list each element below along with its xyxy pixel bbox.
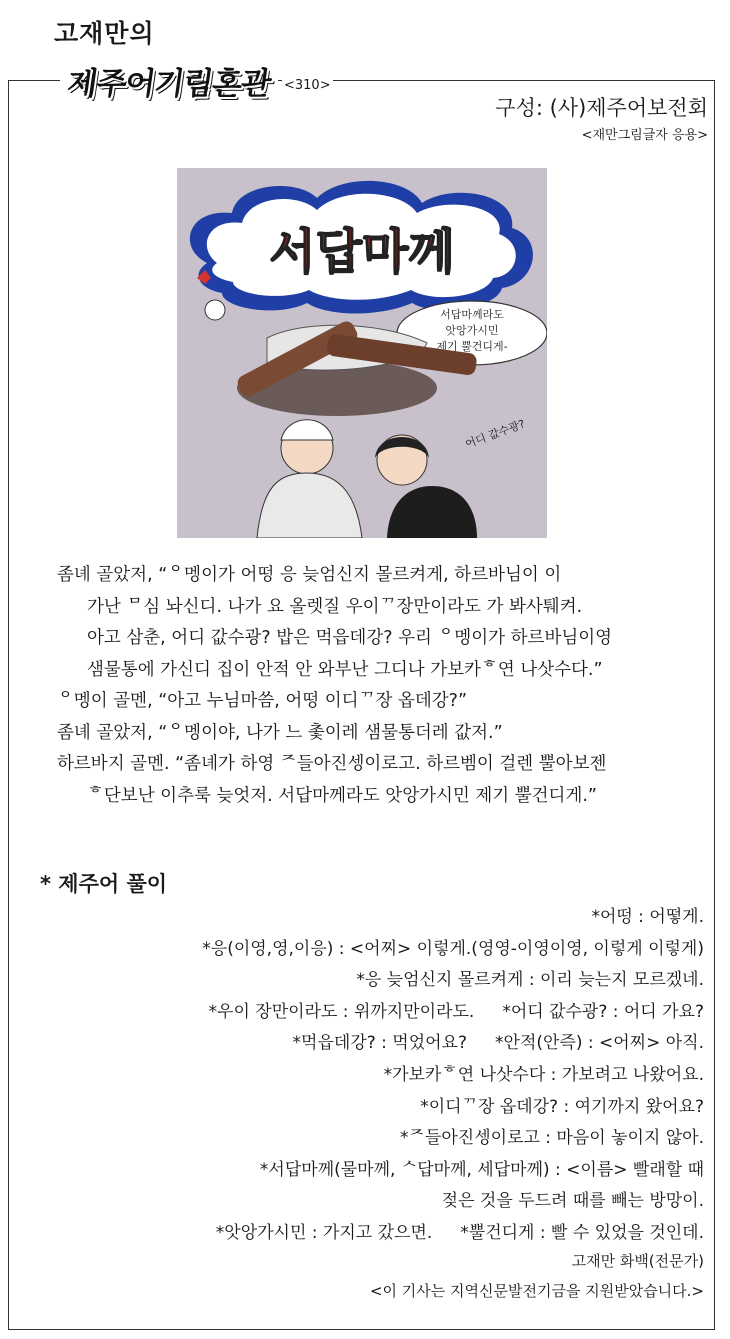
glossary-entry: *우이 장만이라도 : 위까지만이라도. xyxy=(208,1001,475,1022)
story-line: 하르바지 골멘. “좀녜가 하영 ᄌ들아진셍이로고. 하르벰이 걸렌 뿔아보젠 xyxy=(57,754,607,774)
glossary-entry: *응 늦엄신지 몰르켜게 : 이리 늦는지 모르겠네. xyxy=(356,970,704,991)
author-credit: 고재만 화백(전문가) xyxy=(571,1252,704,1270)
issue-number: <310> xyxy=(284,78,331,93)
glossary-row xyxy=(64,1028,704,1060)
glossary-row xyxy=(64,1186,704,1218)
glossary-row xyxy=(64,965,704,997)
story-line: 샘물통에 가신디 집이 안적 안 와부난 그디나 가보카ᄒ연 나삿수다.” xyxy=(87,659,603,680)
story-line: 좀녜 골았저, “ᄋ멩이가 어떵 응 늦엄신지 몰르켜게, 하르바님이 이 xyxy=(57,565,562,585)
glossary-entry: *먹읍데강? : 먹었어요? xyxy=(292,1033,468,1054)
cartoon-illustration xyxy=(177,168,547,538)
story-line: 아고 삼춘, 어디 값수광? 밥은 먹읍데강? 우리 ᄋ멩이가 하르바님이영 xyxy=(87,628,613,648)
glossary-row xyxy=(64,1123,704,1155)
story-line: 좀녜 골았저, “ᄋ멩이야, 나가 느 촟이레 샘물통더레 값저.” xyxy=(57,722,503,743)
glossary-entry: *어디 값수광? : 어디 가요? xyxy=(502,1001,704,1022)
glossary-entry: *응(이영,영,이응) : <어찌> 이렇게.(영영-이영이영, 이렇게 이렇게) xyxy=(202,938,704,959)
glossary-entry: *어떵 : 어떻게. xyxy=(591,907,704,927)
credit-line: 구성: (사)제주어보전회 xyxy=(495,96,708,120)
glossary-row xyxy=(64,1218,704,1250)
glossary-entry: 젖은 것을 두드려 때를 빼는 방망이. xyxy=(441,1191,704,1212)
glossary-entry: *이디ᄁ장 옵데강? : 여기까지 왔어요? xyxy=(420,1096,704,1117)
glossary-entry: *뿔건디게 : 빨 수 있었을 것인데. xyxy=(460,1222,704,1243)
glossary-entry: *서답마께(물마께, ᄉ답마께, 세답마께) : <이름> 빨래할 때 xyxy=(259,1159,704,1180)
glossary-entry: *앗앙가시민 : 가지고 갔으면. xyxy=(215,1222,433,1243)
glossary-row xyxy=(64,1092,704,1124)
glossary-row xyxy=(64,934,704,966)
glossary-row xyxy=(64,1155,704,1187)
speech-line-3: 제기 뿔건디게- xyxy=(436,340,508,353)
story-text xyxy=(57,560,697,812)
glossary-row xyxy=(64,997,704,1029)
banner-text: 서답마께 xyxy=(269,224,455,280)
story-line: ᄒ단보난 이추룩 늦엇저. 서답마께라도 앗앙가시민 제기 뿔건디게.” xyxy=(87,785,598,806)
glossary-row xyxy=(64,1060,704,1092)
funding-notice: <이 기사는 지역신문발전기금을 지원받았습니다.> xyxy=(369,1282,704,1300)
credit-subline: <재만그림글자 응용> xyxy=(581,128,708,143)
glossary-entry: *가보카ᄒ연 나삿수다 : 가보려고 나왔어요. xyxy=(383,1064,704,1085)
small-caption: 어디 값수광? xyxy=(463,417,527,451)
speech-line-1: 서답마께라도 xyxy=(440,308,504,321)
series-logo xyxy=(60,56,278,106)
glossary-title: * 제주어 풀이 xyxy=(40,872,168,896)
story-line: 가난 ᄆ심 놔신디. 나가 요 올렛질 우이ᄁ장만이라도 가 봐사퉤켜. xyxy=(87,596,583,617)
series-title: 제주어기림혼관 xyxy=(64,66,273,102)
glossary-entry: *안적(안즉) : <어찌> 아직. xyxy=(495,1033,704,1054)
glossary-row xyxy=(64,902,704,934)
story-line: ᄋ멩이 골멘, “아고 누님마씀, 어떵 이디ᄁ장 옵데강?” xyxy=(57,691,468,711)
glossary-list xyxy=(64,902,704,1250)
speech-line-2: 앗앙가시민 xyxy=(445,324,499,337)
glossary-entry: *ᄌ들아진셍이로고 : 마음이 놓이지 않아. xyxy=(400,1128,704,1149)
column-kicker: 고재만의 xyxy=(54,14,155,50)
